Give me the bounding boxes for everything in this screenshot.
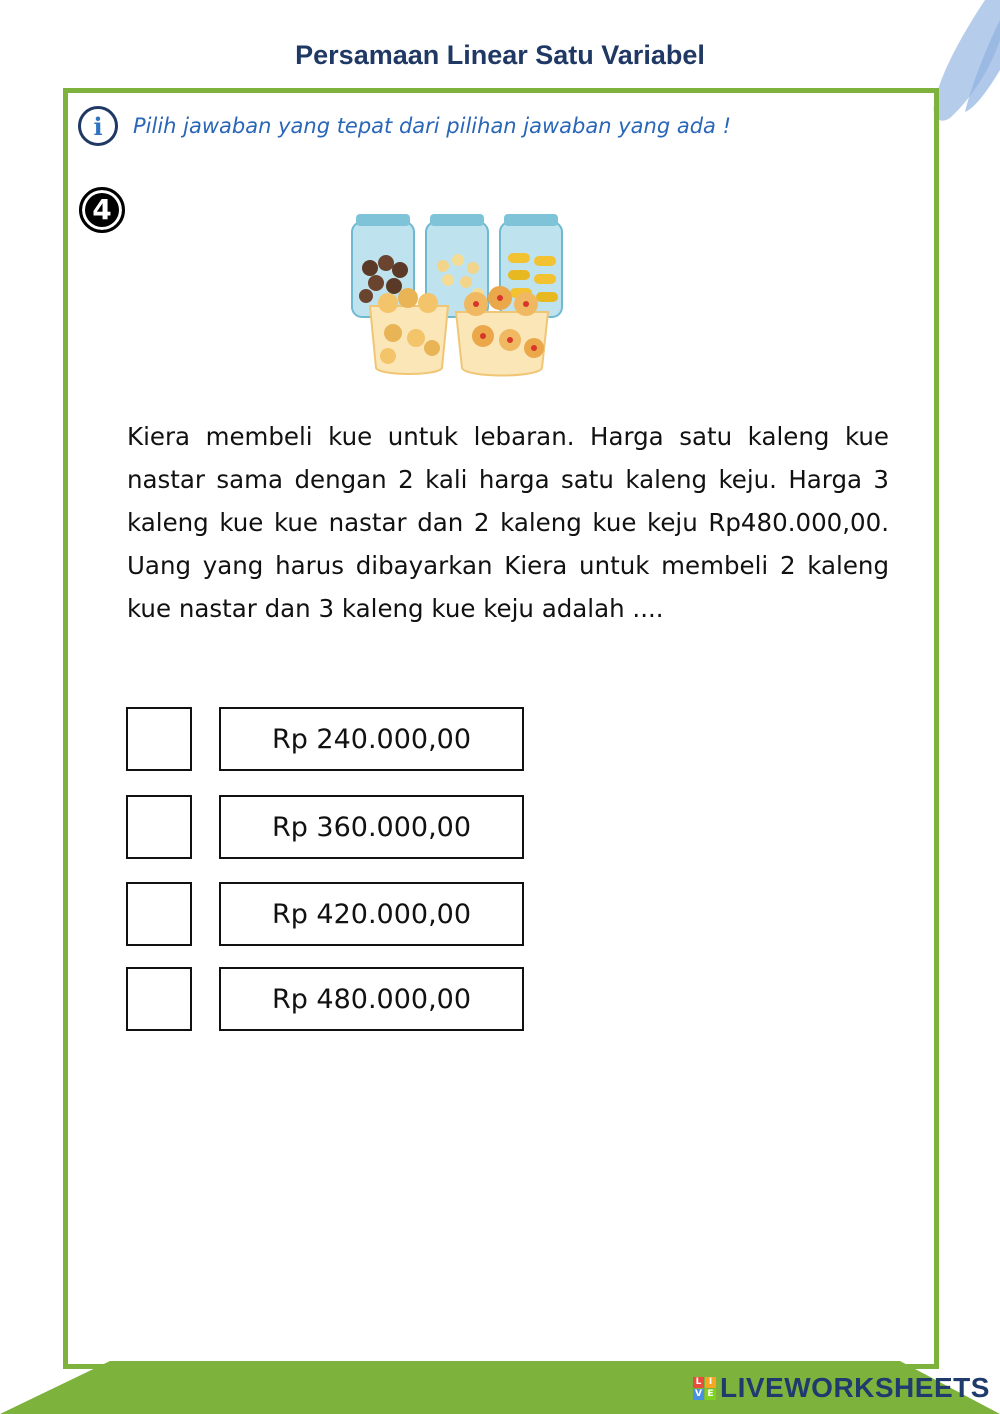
logo-letter: E [705,1389,716,1400]
logo-grid-icon [693,1377,716,1400]
option-checkbox[interactable] [126,967,192,1031]
logo-letter: I [705,1377,716,1388]
bowl-right [456,286,548,376]
page-title: Persamaan Linear Satu Variabel [295,40,705,70]
option-answer[interactable]: Rp 480.000,00 [219,967,524,1031]
instruction-row [78,106,731,146]
liveworksheets-logo [693,1372,990,1404]
info-icon: i [78,106,118,146]
instruction-text: Pilih jawaban yang tepat dari pilihan jawaban yang ada ! [133,114,731,138]
bowl-left [370,288,448,374]
cookie-jars-illustration [348,208,570,380]
brand-name: LIVEWORKSHEETS [720,1372,990,1403]
option-checkbox[interactable] [126,795,192,859]
option-checkbox[interactable] [126,882,192,946]
question-number-badge: 4 [79,187,125,233]
logo-letter: L [693,1377,704,1388]
option-answer[interactable]: Rp 360.000,00 [219,795,524,859]
option-answer[interactable]: Rp 240.000,00 [219,707,524,771]
logo-letter: V [693,1389,704,1400]
option-checkbox[interactable] [126,707,192,771]
option-answer[interactable]: Rp 420.000,00 [219,882,524,946]
question-text: Kiera membeli kue untuk lebaran. Harga satu kaleng kue nastar sama dengan 2 kali harga satu kaleng keju. Harga 3 kaleng kue kue nastar dan 2 kaleng kue keju Rp480.000,00. Uang yang harus dibayarkan Kiera untuk membeli 2 kaleng kue nastar dan 3 kaleng kue keju adalah .... [127,422,889,623]
